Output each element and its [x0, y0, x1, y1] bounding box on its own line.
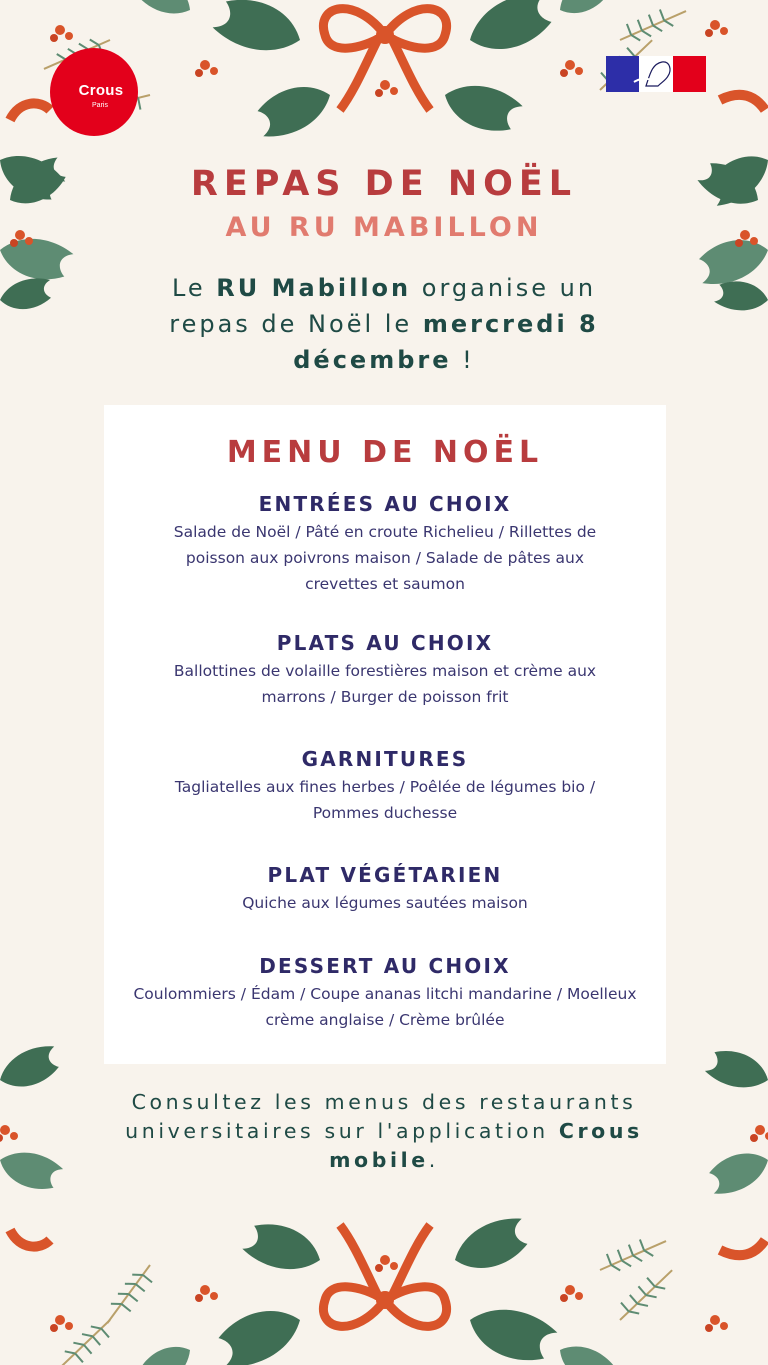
- crous-logo-name: Crous: [78, 82, 124, 99]
- page-subtitle: AU RU MABILLON: [225, 212, 543, 243]
- menu-section-items: Coulommiers / Édam / Coupe ananas litchi mandarine / Moelleux crème anglaise / Crème brûlée: [133, 985, 637, 1029]
- menu-section-heading: ENTRÉES AU CHOIX: [258, 492, 512, 516]
- republique-francaise-logo: [606, 56, 706, 92]
- intro-date: mercredi 8 décembre: [293, 310, 599, 374]
- menu-section-heading: DESSERT AU CHOIX: [259, 954, 511, 978]
- menu-title: MENU DE NOËL: [226, 435, 544, 470]
- menu-section-heading: GARNITURES: [301, 747, 469, 771]
- menu-section-heading: PLAT VÉGÉTARIEN: [267, 863, 503, 887]
- crous-logo-city: Paris: [92, 102, 108, 109]
- footer-app-name: Crous mobile: [329, 1119, 643, 1172]
- menu-section-items: Quiche aux légumes sautées maison: [242, 894, 528, 912]
- menu-section-heading: PLATS AU CHOIX: [276, 631, 494, 655]
- intro-text: [130, 270, 638, 378]
- menu-section-items: Salade de Noël / Pâté en croute Richelieu / Rillettes de poisson aux poivrons maison / Salade de pâtes aux crevettes et saumon: [173, 523, 597, 593]
- menu-section-dessert: [104, 953, 666, 1033]
- menu-section-garnitures: [104, 746, 666, 826]
- menu-card: [104, 405, 666, 1064]
- menu-section-vegetarien: [104, 862, 666, 916]
- footer-text-part: .: [428, 1148, 439, 1172]
- intro-text-part: organise un repas de Noël le: [169, 274, 597, 338]
- footer-text: [110, 1088, 658, 1175]
- crous-paris-logo: [50, 48, 138, 136]
- menu-section-plats: [104, 630, 666, 710]
- intro-text-part: Le: [171, 274, 217, 302]
- intro-restaurant: RU Mabillon: [216, 274, 412, 302]
- page-title: REPAS DE NOËL: [190, 164, 578, 204]
- menu-section-items: Tagliatelles aux fines herbes / Poêlée de légumes bio / Pommes duchesse: [174, 778, 596, 822]
- intro-text-part: !: [451, 346, 475, 374]
- menu-section-items: Ballottines de volaille forestières maison et crème aux marrons / Burger de poisson frit: [173, 662, 597, 706]
- menu-section-entrees: [104, 491, 666, 597]
- footer-text-part: Consultez les menus des restaurants universitaires sur l'application: [125, 1090, 637, 1143]
